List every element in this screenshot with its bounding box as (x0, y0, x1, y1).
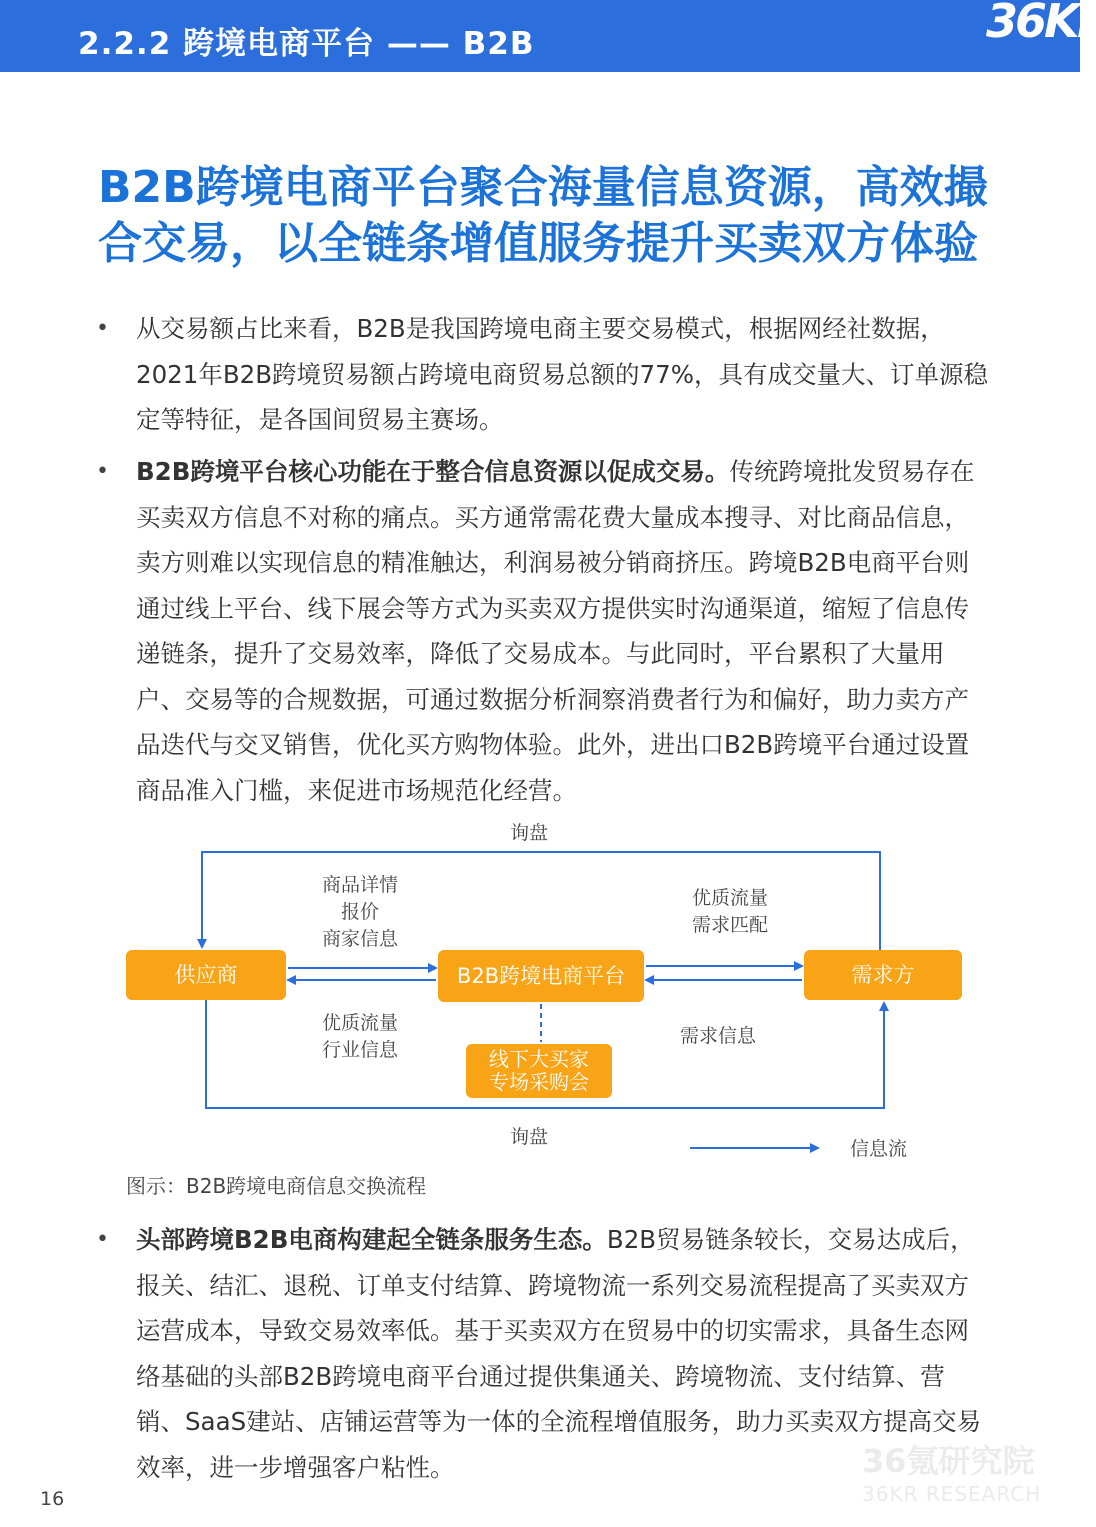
label-quote: 报价 (340, 901, 379, 923)
offline-line-2: 专场采购会 (489, 1070, 589, 1094)
page-headline: B2B跨境电商平台聚合海量信息资源，高效撮合交易，以全链条增值服务提升买卖双方体验 (98, 162, 988, 269)
bullet-3-text: B2B贸易链条较长，交易达成后，报关、结汇、退税、订单支付结算、跨境物流一系列交易流程提高了买卖双方运营成本，导致交易效率低。基于买卖双方在贸易中的切实需求，具备生态网络基础的头部B2B跨境电商平台通过提供集通关、跨境物流、支付结算、营销、SaaS建站、店铺运营等为一体的全流程增值服务，助力买卖双方提高交易效率，进一步增强客户粘性。 (136, 1225, 982, 1482)
offline-event-node (466, 1044, 612, 1098)
label-inquiry-top: 询盘 (510, 822, 549, 844)
supplier-node: 供应商 (126, 950, 286, 1000)
platform-node: B2B跨境电商平台 (438, 950, 644, 1002)
figure-caption: 图示：B2B跨境电商信息交换流程 (126, 1174, 427, 1198)
buyer-node: 需求方 (804, 950, 962, 1000)
bullet-dot-icon: • (96, 316, 109, 341)
page-number: 16 (40, 1488, 65, 1510)
label-merchant-info: 商家信息 (321, 928, 398, 950)
header-bar (0, 0, 1096, 72)
label-quality-traffic-bottom (310, 1010, 410, 1064)
info-exchange-diagram (110, 810, 990, 1170)
offline-line-1: 线下大买家 (489, 1047, 589, 1071)
bullet-paragraph-3 (136, 1217, 988, 1490)
label-demand-match: 需求匹配 (691, 914, 768, 936)
bullet-2-bold-lead: B2B跨境平台核心功能在于整合信息资源以促成交易。 (136, 457, 730, 486)
36kr-logo (980, 0, 1096, 72)
label-product-info (310, 872, 410, 953)
watermark-en: 36KR RESEARCH (862, 1482, 1042, 1506)
label-quality-traffic: 优质流量 (321, 1012, 398, 1034)
bullet-1-text: 从交易额占比来看，B2B是我国跨境电商主要交易模式，根据网经社数据，2021年B2B跨境贸易额占跨境电商贸易总额的77%，具有成交量大、订单源稳定等特征，是各国间贸易主赛场。 (136, 314, 989, 434)
label-industry-info: 行业信息 (321, 1039, 398, 1061)
legend-label: 信息流 (850, 1138, 908, 1160)
label-quality-traffic: 优质流量 (691, 887, 768, 909)
label-quality-traffic-top (680, 885, 780, 939)
bullet-paragraph-1 (136, 306, 988, 443)
bullet-dot-icon: • (96, 1227, 109, 1252)
bullet-dot-icon: • (96, 459, 109, 484)
bullet-paragraph-2 (136, 449, 988, 813)
logo-text: 36Kr (986, 0, 1096, 48)
label-product-detail: 商品详情 (321, 874, 398, 896)
bullet-3-bold-lead: 头部跨境B2B电商构建起全链条服务生态。 (136, 1225, 607, 1254)
watermark-cn: 36氪研究院 (862, 1442, 1035, 1480)
bullet-2-text: 传统跨境批发贸易存在买卖双方信息不对称的痛点。买方通常需花费大量成本搜寻、对比商品信息，卖方则难以实现信息的精准触达，利润易被分销商挤压。跨境B2B电商平台则通过线上平台、线下展会等方式为买卖双方提供实时沟通渠道，缩短了信息传递链条，提升了交易效率，降低了交易成本。与此同时，平台累积了大量用户、交易等的合规数据，可通过数据分析洞察消费者行为和偏好，助力卖方产品迭代与交叉销售，优化买方购物体验。此外，进出口B2B跨境平台通过设置商品准入门槛，来促进市场规范化经营。 (136, 457, 975, 805)
label-inquiry-bottom: 询盘 (510, 1126, 549, 1148)
section-title: 2.2.2 跨境电商平台 —— B2B (78, 26, 535, 62)
label-demand-info: 需求信息 (680, 1025, 757, 1047)
